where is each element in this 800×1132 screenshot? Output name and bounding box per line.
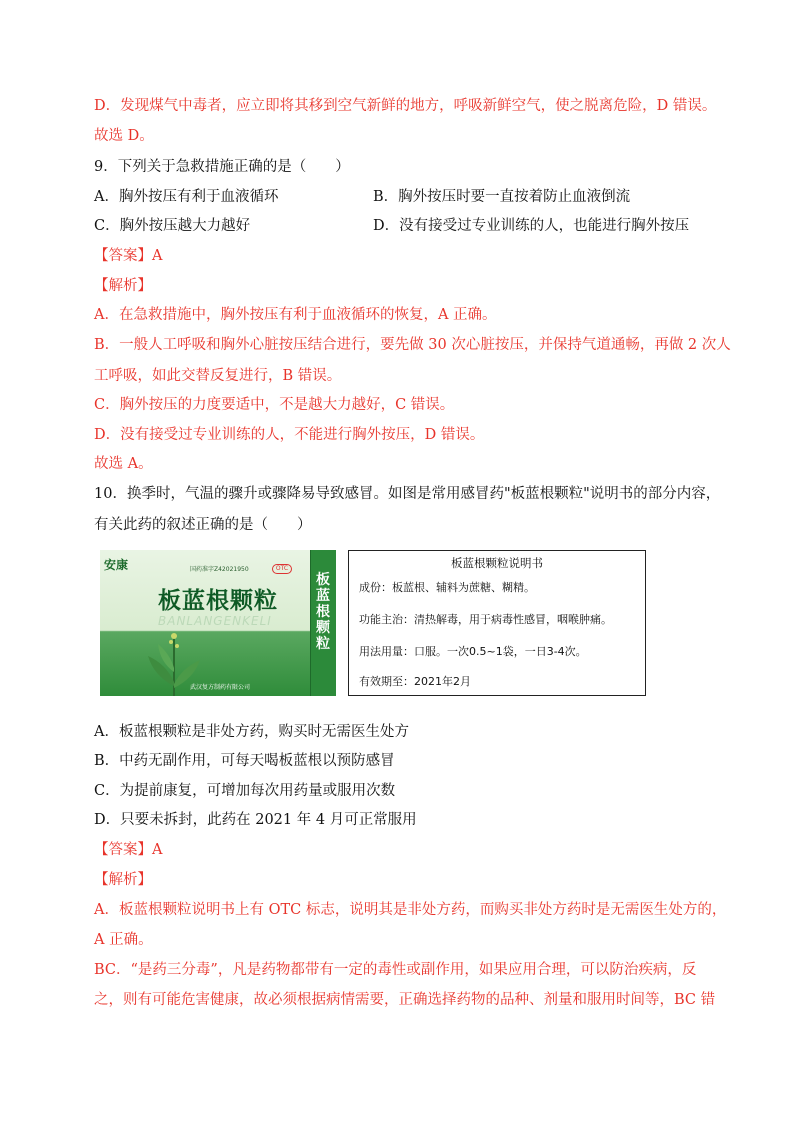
analysis-line: C．胸外按压的力度要适中，不是越大力越好，C 错误。 xyxy=(94,397,455,413)
instruction-title: 板蓝根颗粒说明书 xyxy=(451,556,543,570)
function-row: 功能主治：清热解毒，用于病毒性感冒，咽喉肿痛。 xyxy=(359,613,612,626)
analysis-line: 之，则有可能危害健康，故必须根据病情需要，正确选择药物的品种、剂量和服用时间等，BC 错 xyxy=(94,992,716,1008)
q10-option-d: D．只要未拆封，此药在 2021 年 4 月可正常服用 xyxy=(94,812,417,828)
usage-row: 用法用量：口服。一次0.5~1袋，一日3-4次。 xyxy=(359,645,587,658)
side-product-name: 板蓝根颗粒 xyxy=(316,572,330,652)
conclusion-line: 故选 A。 xyxy=(94,456,153,472)
ingredients-row: 成份：板蓝根、辅料为蔗糖、糊精。 xyxy=(359,581,535,594)
analysis-label: 【解析】 xyxy=(94,278,152,294)
brand-logo: 安康 xyxy=(104,558,129,572)
analysis-line: 工呼吸，如此交替反复进行，B 错误。 xyxy=(94,368,342,384)
instruction-card xyxy=(348,550,646,696)
explanation-line: D．发现煤气中毒者，应立即将其移到空气新鲜的地方，呼吸新鲜空气，使之脱离危险，D 错误。 xyxy=(94,98,717,114)
otc-badge: OTC xyxy=(272,564,292,574)
q9-option-a: A．胸外按压有利于血液循环 xyxy=(94,189,279,205)
analysis-line: A．板蓝根颗粒说明书上有 OTC 标志，说明其是非处方药，而购买非处方药时是无需医生处方的， xyxy=(94,902,727,918)
q9-option-c: C．胸外按压越大力越好 xyxy=(94,218,251,234)
expiry-row: 有效期至：2021年2月 xyxy=(359,675,471,688)
medicine-figure xyxy=(100,550,646,696)
conclusion-line: 故选 D。 xyxy=(94,128,154,144)
analysis-line: BC．“是药三分毒”，凡是药物都带有一定的毒性或副作用，如果应用合理，可以防治疾病，反 xyxy=(94,962,697,978)
product-pinyin: BANLANGENKELI xyxy=(158,614,272,628)
answer-label: 【答案】A xyxy=(94,842,163,858)
q10-option-c: C．为提前康复，可增加每次用药量或服用次数 xyxy=(94,783,396,799)
analysis-line: D．没有接受过专业训练的人，不能进行胸外按压，D 错误。 xyxy=(94,427,485,443)
question-10-stem-cont: 有关此药的叙述正确的是（ ） xyxy=(94,517,312,533)
q9-option-d: D．没有接受过专业训练的人，也能进行胸外按压 xyxy=(373,218,690,234)
manufacturer: 武汉复方制药有限公司 xyxy=(190,684,251,691)
analysis-line: A 正确。 xyxy=(94,932,153,948)
question-10-stem: 10．换季时，气温的骤升或骤降易导致感冒。如图是常用感冒药"板蓝根颗粒"说明书的部分内容， xyxy=(94,486,721,502)
analysis-line: B．一般人工呼吸和胸外心脏按压结合进行，要先做 30 次心脏按压，并保持气道通畅，再做 2 次人 xyxy=(94,337,731,353)
medicine-box-image xyxy=(100,550,336,696)
approval-number: 国药准字Z42021950 xyxy=(190,566,249,573)
analysis-label: 【解析】 xyxy=(94,872,152,888)
question-9-stem: 9．下列关于急救措施正确的是（ ） xyxy=(94,159,350,175)
q10-option-b: B．中药无副作用，可每天喝板蓝根以预防感冒 xyxy=(94,753,395,769)
product-name: 板蓝根颗粒 xyxy=(158,588,278,614)
q9-option-b: B．胸外按压时要一直按着防止血液倒流 xyxy=(373,189,631,205)
q10-option-a: A．板蓝根颗粒是非处方药，购买时无需医生处方 xyxy=(94,724,409,740)
answer-label: 【答案】A xyxy=(94,248,163,264)
analysis-line: A．在急救措施中，胸外按压有利于血液循环的恢复，A 正确。 xyxy=(94,307,497,323)
